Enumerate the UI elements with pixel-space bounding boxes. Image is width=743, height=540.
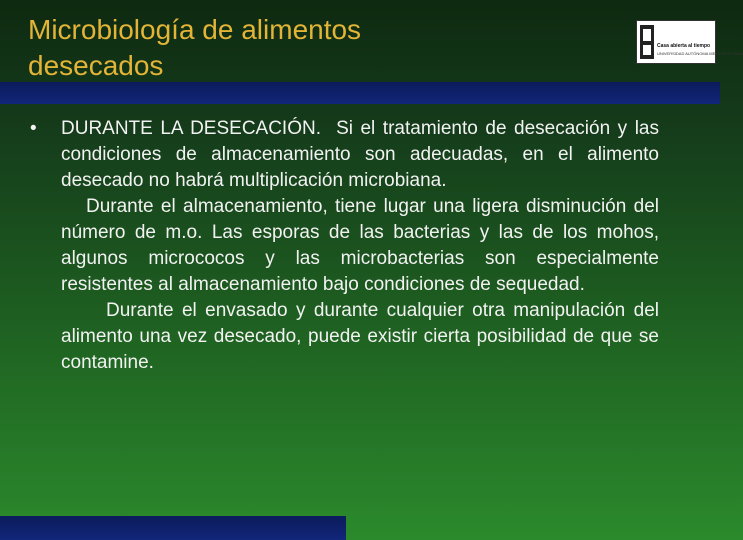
- paragraph-1: [61, 116, 659, 194]
- bullet-text: [61, 116, 659, 376]
- title-line-2: desecados: [28, 50, 164, 81]
- footer-bar: [0, 516, 346, 540]
- uam-logo: [636, 20, 743, 64]
- header-divider-bar: [0, 82, 720, 104]
- bullet-item: [30, 116, 659, 376]
- paragraph-1-text: Si el tratamiento de desecación y las condiciones de almacenamiento son adecuadas, en el alimento desecado no habrá multiplicación microbiana.: [61, 118, 659, 191]
- logo-text: Casa abierta al tiempo: [657, 43, 711, 49]
- uam-logo-mark: [640, 25, 654, 59]
- bullet-icon: •: [30, 118, 37, 139]
- slide-title: [28, 12, 588, 84]
- paragraph-3: Durante el envasado y durante cualquier otra manipulación del alimento una vez desecado, puede existir cierta posibilidad de que se contamine.: [61, 300, 659, 373]
- logo-subtext: UNIVERSIDAD AUTÓNOMA METROPOLITANA: [657, 51, 743, 56]
- title-line-1: Microbiología de alimentos: [28, 14, 362, 45]
- section-heading: DURANTE LA DESECACIÓN.: [61, 118, 321, 139]
- paragraph-2: Durante el almacenamiento, tiene lugar una ligera disminución del número de m.o. Las esporas de las bacterias y las de los mohos, algunos micrococos y las microbacterias son especialmente resistentes al almacenamiento bajo condiciones de sequedad.: [61, 196, 659, 295]
- slide-body: [30, 116, 659, 376]
